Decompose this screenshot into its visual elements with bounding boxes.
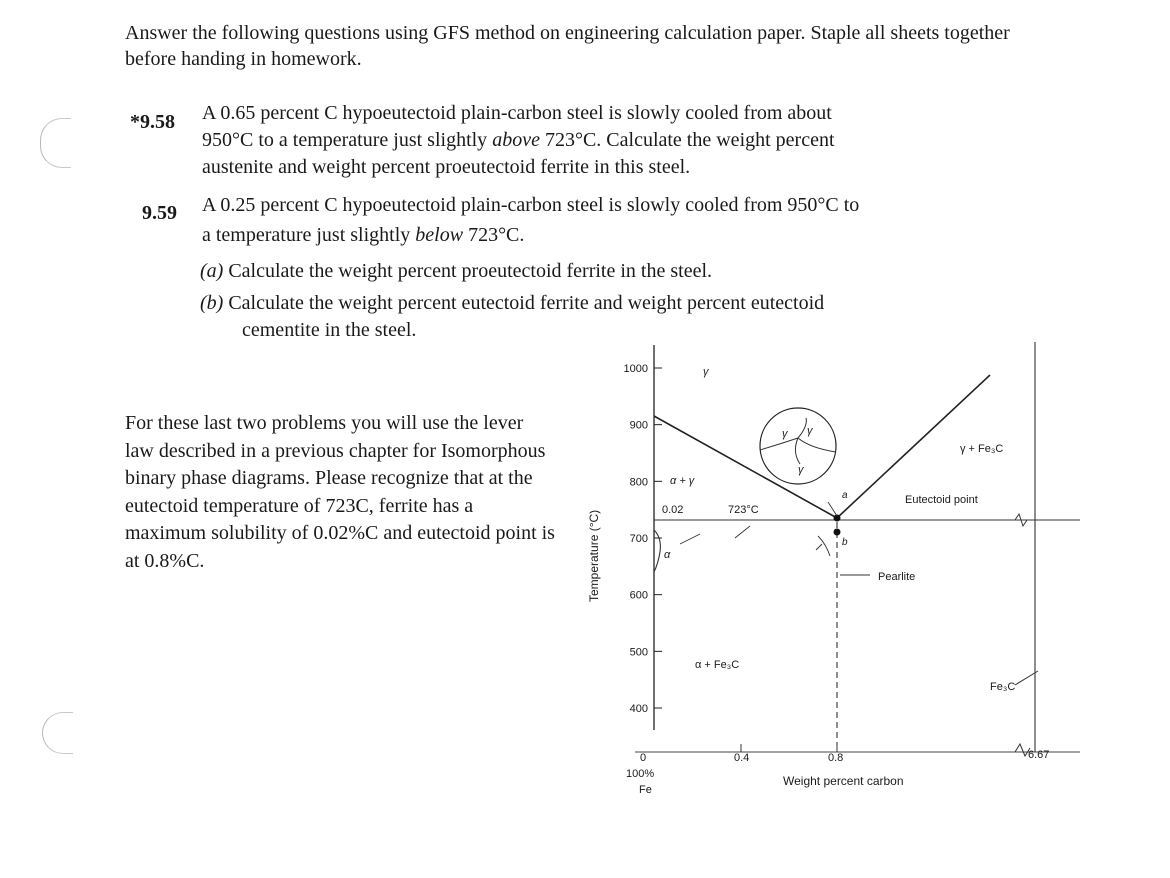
y-tick-label-1000: 1000 [623,363,648,375]
instructions: Answer the following questions using GFS method on engineering calculation paper. Staple all sheets together before handing in homework. [125,22,1010,70]
solvus-curve [654,530,660,572]
x-tick-label-04: 0.4 [734,752,750,764]
problem-958-line3: austenite and weight percent proeutectoid ferrite in this steel. [202,156,691,178]
problem-959-part-a: (a) Calculate the weight percent proeutectoid ferrite in the steel. [200,260,713,282]
margin-mark [40,118,71,168]
label-gamma-fe3c: γ + Fe₃C [960,443,1004,455]
723-arrow [735,526,750,538]
problem-959-part-b: (b) Calculate the weight percent eutectoid ferrite and weight percent eutectoid [200,292,825,314]
point-b-marker [834,529,841,536]
x-tick-label-fe: Fe [639,784,652,796]
x-tick-label-100: 100% [626,768,655,780]
problem-number-959: 9.59 [142,202,177,224]
label-grain-gamma-2: γ [807,425,813,437]
x-tick-label-0: 0 [640,752,647,764]
x-tick-label-08: 0.8 [828,752,844,764]
problem-959-line2: a temperature just slightly below 723°C. [202,224,525,246]
problem-958-line1: A 0.65 percent C hypoeutectoid plain-carbon steel is slowly cooled from about [202,102,832,124]
y-tick-label-600: 600 [629,589,648,602]
iron-carbon-phase-diagram [560,340,1100,820]
y-tick-label-400: 400 [629,703,648,715]
problem-958-line2: 950°C to a temperature just slightly above 723°C. Calculate the weight percent [202,129,835,151]
y-tick-label-700: 700 [629,533,648,545]
label-alpha-gamma: α + γ [670,475,695,487]
label-point-b: b [842,537,848,548]
x-tick-label-667: 6.67 [1028,749,1050,761]
pearlite-sketch [816,536,830,556]
x-axis-title: Weight percent carbon [783,774,904,788]
y-axis-title: Temperature (°C) [587,509,601,602]
label-solubility: 0.02 [662,504,684,516]
margin-mark [42,712,73,754]
label-alpha: α [664,549,671,561]
problem-number-958: *9.58 [130,111,175,133]
label-alpha-fe3c: α + Fe₃C [695,659,740,671]
temp-arrow [680,534,700,544]
label-pearlite: Pearlite [878,571,916,583]
lever-law-note: For these last two problems you will use the lever law described in a previous chapter for Isomorphous binary phase diagrams. Please recognize that at the eutectoid temperature of 723C, ferrite has a maximum solubility of 0.02%C and eutectoid point is at 0.8%C. [125,412,555,572]
problem-959-line1: A 0.25 percent C hypoeutectoid plain-carbon steel is slowly cooled from 950°C to [202,194,860,216]
y-tick-label-900: 900 [629,419,648,432]
label-grain-gamma-1: γ [782,428,788,440]
label-fe3c: Fe₃C [990,681,1016,693]
label-grain-gamma-3: γ [798,464,804,476]
problem-959-part-b-cont: cementite in the steel. [242,319,417,341]
label-eutectoid-point: Eutectoid point [905,494,978,506]
y-tick-label-800: 800 [629,476,648,489]
grain-boundaries [760,418,836,464]
label-gamma-top: γ [703,366,709,378]
label-point-a: a [842,490,848,501]
label-723: 723°C [728,504,759,516]
y-tick-label-500: 500 [629,646,648,659]
